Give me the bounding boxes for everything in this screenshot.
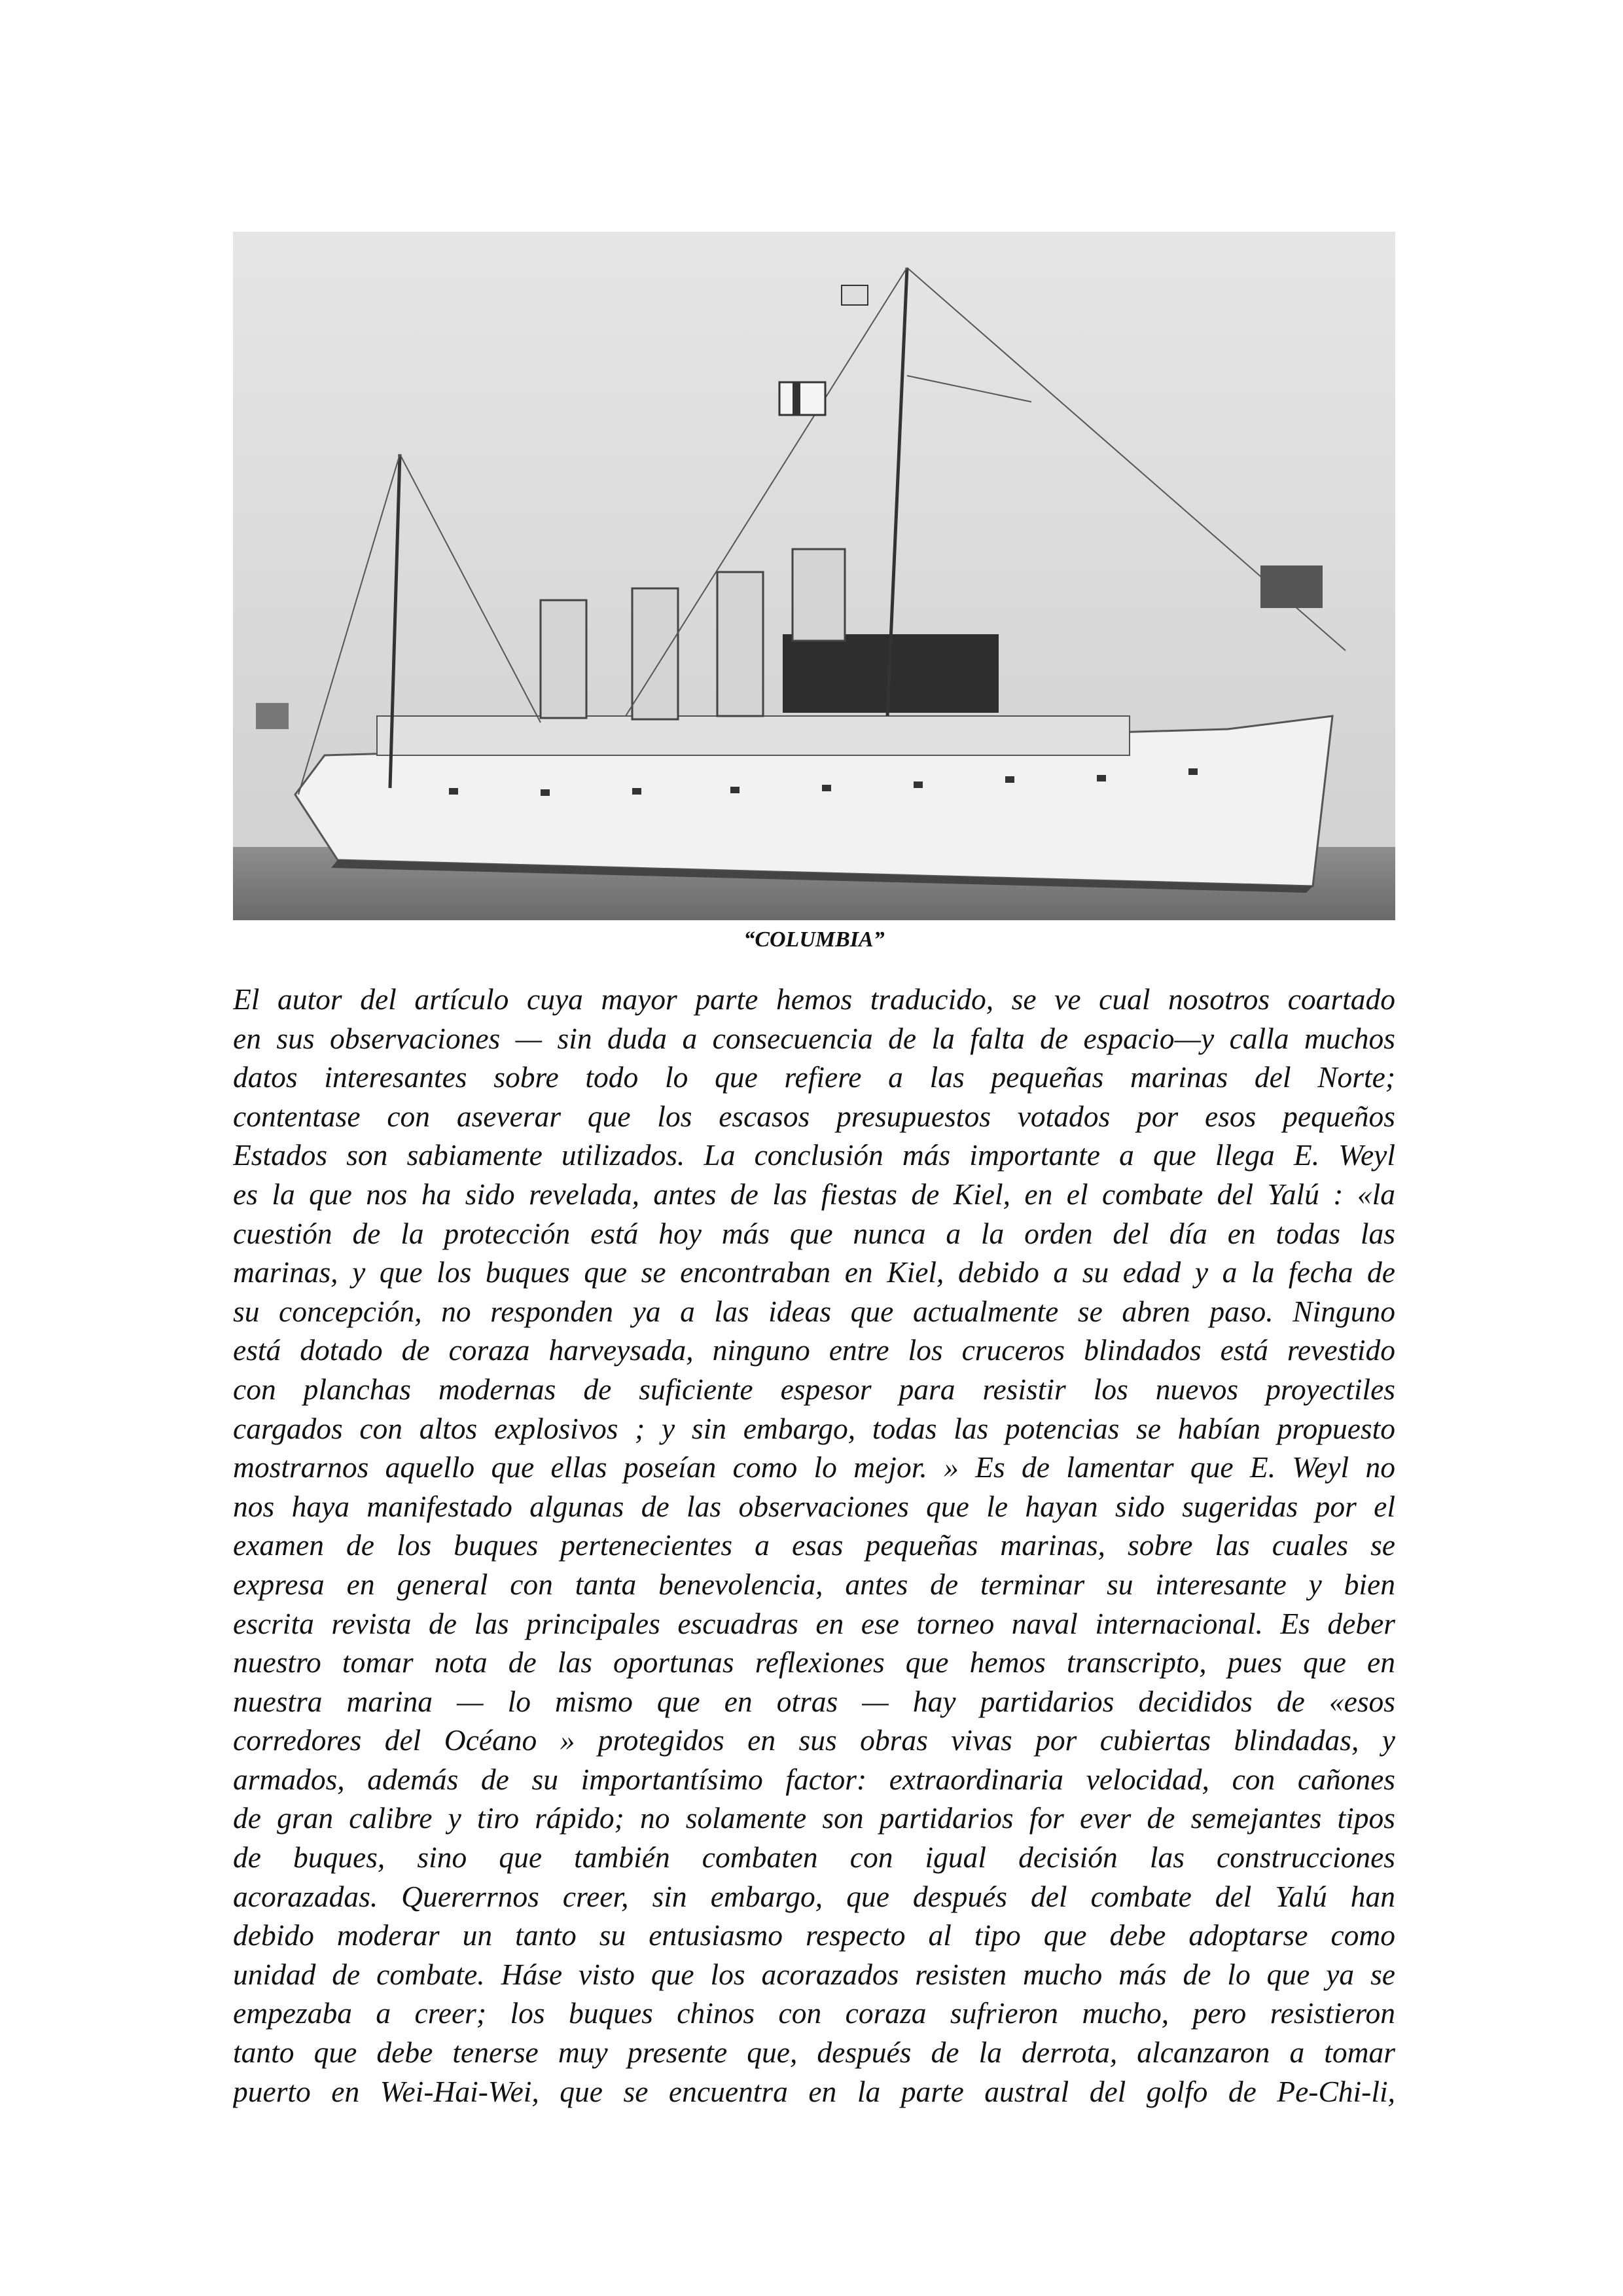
text-line: cuestión de la protección está hoy más que nunca a la orden del día en todas las — [233, 1216, 1395, 1250]
body-paragraph — [233, 980, 1395, 2111]
text-line: datos interesantes sobre todo lo que refiere a las pequeñas marinas del Norte; — [233, 1060, 1395, 1094]
text-line: El autor del artículo cuya mayor parte hemos traducido, se ve cual nosotros coartado — [233, 982, 1395, 1016]
text-line: contentase con aseverar que los escasos presupuestos votados por esos pequeños — [233, 1099, 1395, 1133]
text-line: su concepción, no responden ya a las ideas que actualmente se abren paso. Ninguno — [233, 1294, 1395, 1328]
text-line: mostrarnos aquello que ellas poseían como lo mejor. » Es de lamentar que E. Weyl no — [233, 1450, 1395, 1484]
text-line: debido moderar un tanto su entusiasmo respecto al tipo que debe adoptarse como — [233, 1918, 1395, 1952]
text-line: corredores del Océano » protegidos en sus obras vivas por cubiertas blindadas, y — [233, 1723, 1395, 1757]
text-line: es la que nos ha sido revelada, antes de las fiestas de Kiel, en el combate del Yalú : «la — [233, 1177, 1395, 1211]
text-line: armados, además de su importantísimo factor: extraordinaria velocidad, con cañones — [233, 1762, 1395, 1796]
figure-caption: “COLUMBIA” — [743, 927, 885, 952]
text-line: de buques, sino que también combaten con igual decisión las construcciones — [233, 1840, 1395, 1874]
text-line: nuestro tomar nota de las oportunas reflexiones que hemos transcripto, pues que en — [233, 1645, 1395, 1679]
text-line: marinas, y que los buques que se encontraban en Kiel, debido a su edad y a la fecha de — [233, 1255, 1395, 1289]
text-line: escrita revista de las principales escuadras en ese torneo naval internacional. Es deber — [233, 1606, 1395, 1640]
text-line: acorazadas. Quererrnos creer, sin embargo, que después del combate del Yalú han — [233, 1879, 1395, 1913]
text-line: en sus observaciones — sin duda a consecuencia de la falta de espacio—y calla muchos — [233, 1021, 1395, 1055]
text-line: está dotado de coraza harveysada, ninguno entre los cruceros blindados está revestido — [233, 1333, 1395, 1367]
text-line: expresa en general con tanta benevolencia, antes de terminar su interesante y bien — [233, 1567, 1395, 1601]
text-line: nuestra marina — lo mismo que en otras — hay partidarios decididos de «esos — [233, 1684, 1395, 1718]
text-line: tanto que debe tenerse muy presente que, después de la derrota, alcanzaron a tomar — [233, 2036, 1395, 2070]
text-line: empezaba a creer; los buques chinos con coraza sufrieron mucho, pero resistieron — [233, 1996, 1395, 2030]
text-line: unidad de combate. Háse visto que los acorazados resisten mucho más de lo que ya se — [233, 1957, 1395, 1991]
text-line: examen de los buques pertenecientes a esas pequeñas marinas, sobre las cuales se — [233, 1528, 1395, 1562]
cruiser-illustration — [233, 232, 1395, 920]
ship-photograph — [233, 232, 1395, 920]
text-line: nos haya manifestado algunas de las observaciones que le hayan sido sugeridas por el — [233, 1489, 1395, 1523]
text-line: Estados son sabiamente utilizados. La conclusión más importante a que llega E. Weyl — [233, 1138, 1395, 1172]
text-line: con planchas modernas de suficiente espesor para resistir los nuevos proyectiles — [233, 1372, 1395, 1406]
text-line: cargados con altos explosivos ; y sin embargo, todas las potencias se habían propuesto — [233, 1411, 1395, 1445]
text-line: de gran calibre y tiro rápido; no solamente son partidarios for ever de semejantes tipos — [233, 1801, 1395, 1835]
text-line: puerto en Wei-Hai-Wei, que se encuentra en la parte austral del golfo de Pe-Chi-li, — [233, 2074, 1395, 2108]
